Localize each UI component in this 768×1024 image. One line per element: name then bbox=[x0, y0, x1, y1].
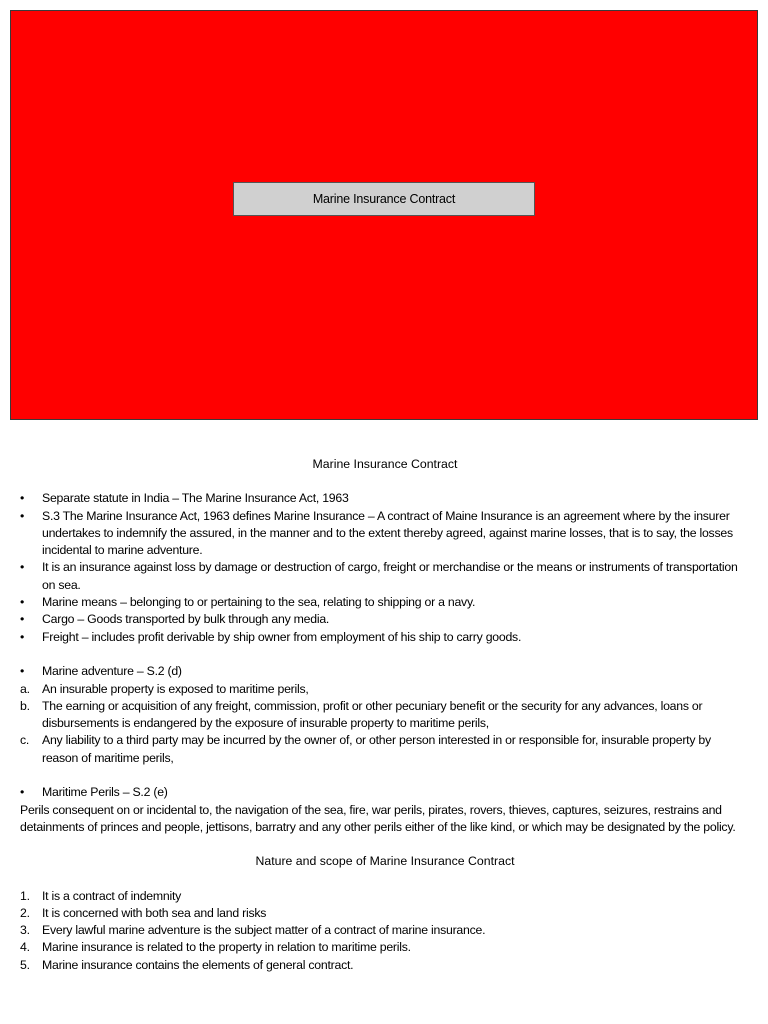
notes-heading: Marine Insurance Contract bbox=[312, 457, 458, 471]
bullet-marker: • bbox=[20, 560, 25, 575]
slide-title-box bbox=[233, 182, 535, 216]
bullet-marker: • bbox=[20, 595, 25, 610]
slide-title: Marine Insurance Contract bbox=[312, 192, 456, 206]
perils-section bbox=[20, 784, 750, 801]
perils-paragraph: Perils consequent on or incidental to, the navigation of the sea, fire, war perils, pirates, rovers, thieves, captures, seizures, restrains and detainments of princes and people, jettisons, barratry and any other perils either of the like kind, or which may be designated by the policy. bbox=[20, 802, 736, 834]
list-item: 1. It is a contract of indemnity bbox=[20, 888, 182, 903]
list-item: 3. Every lawful marine adventure is the subject matter of a contract of marine insurance. bbox=[20, 923, 486, 938]
list-item: 4. Marine insurance is related to the property in relation to maritime perils. bbox=[20, 940, 411, 955]
list-item: • Marine adventure – S.2 (d) bbox=[20, 663, 750, 680]
list-item: 2. It is concerned with both sea and land risks bbox=[20, 905, 267, 920]
list-item: • S.3 The Marine Insurance Act, 1963 defines Marine Insurance – A contract of Maine Insurance is an agreement where by the insurer undertakes to indemnify the assured, in the manner and to the extent thereby agreed, against marine losses, that is to say, the losses incidental to marine adventure. bbox=[20, 508, 733, 558]
bullet-marker: • bbox=[20, 629, 25, 644]
bullet-marker: • bbox=[20, 612, 25, 627]
list-item: • Freight – includes profit derivable by ship owner from employment of his ship to carry goods. bbox=[20, 629, 750, 646]
list-item: • Separate statute in India – The Marine Insurance Act, 1963 bbox=[20, 490, 750, 507]
nature-heading: Nature and scope of Marine Insurance Contract bbox=[255, 854, 515, 869]
list-item: 5. Marine insurance contains the elements of general contract. bbox=[20, 957, 354, 972]
list-item: • Marine means – belonging to or pertaining to the sea, relating to shipping or a navy. bbox=[20, 594, 750, 611]
slide-thumbnail bbox=[10, 10, 758, 420]
definition-list bbox=[20, 490, 750, 646]
nature-list bbox=[20, 888, 750, 974]
list-item: • Cargo – Goods transported by bulk through any media. bbox=[20, 611, 750, 628]
list-item: • Maritime Perils – S.2 (e) bbox=[20, 784, 750, 801]
speaker-notes bbox=[20, 456, 750, 974]
bullet-marker: • bbox=[20, 491, 25, 506]
list-item: a. An insurable property is exposed to maritime perils, bbox=[20, 681, 309, 696]
adventure-list bbox=[20, 681, 750, 767]
list-item: b. The earning or acquisition of any freight, commission, profit or other pecuniary benefit or the security for any advances, loans or disbursements is endangered by the exposure of insurable property to maritime perils, bbox=[20, 698, 703, 731]
list-item: • It is an insurance against loss by damage or destruction of cargo, freight or merchandise or the means or instruments of transportation on sea. bbox=[20, 560, 738, 592]
bullet-marker: • bbox=[20, 785, 25, 800]
list-item: c. Any liability to a third party may be incurred by the owner of, or other person interested in or responsible for, insurable property by reason of maritime perils, bbox=[20, 733, 711, 765]
adventure-section bbox=[20, 663, 750, 680]
bullet-marker: • bbox=[20, 508, 25, 523]
bullet-marker: • bbox=[20, 664, 25, 679]
